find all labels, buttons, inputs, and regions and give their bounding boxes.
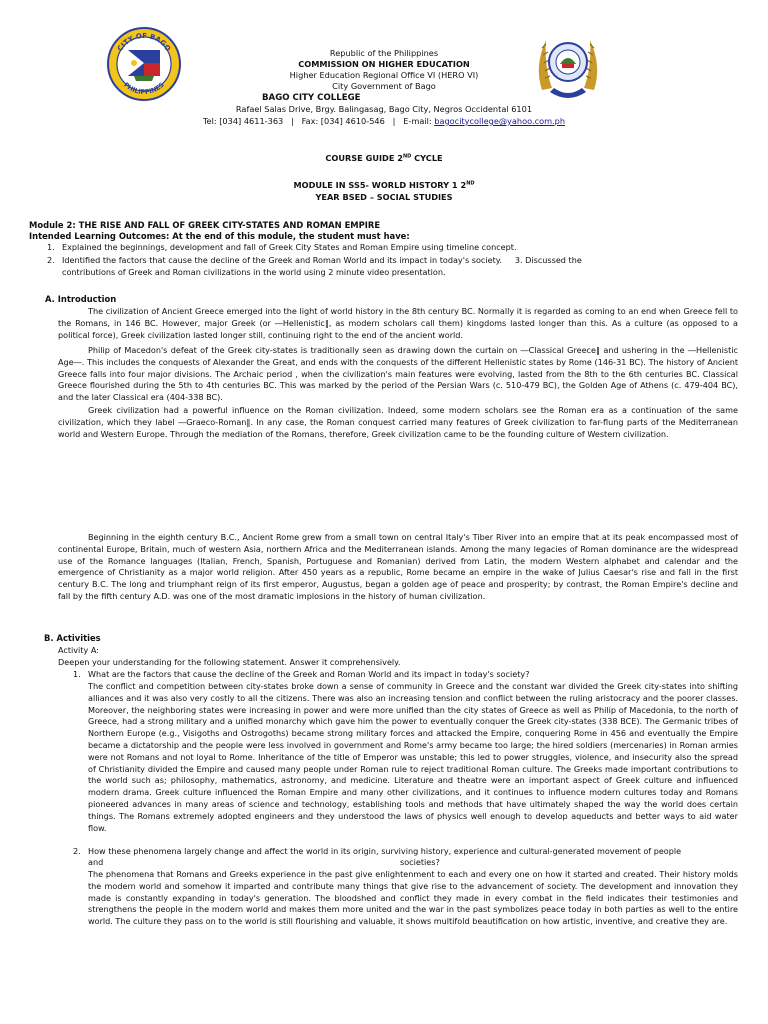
- city-government-line: City Government of Bago: [332, 81, 436, 91]
- question-2-and: and: [88, 857, 104, 867]
- republic-line: Republic of the Philippines: [329, 48, 439, 58]
- commission-line: COMMISSION ON HIGHER EDUCATION: [298, 59, 470, 69]
- question-1-text: What are the factors that cause the decline of the Greek and Roman World and its impact in today's society?: [88, 669, 530, 679]
- activity-instruction: Deepen your understanding for the following statement. Answer it comprehensively.: [58, 657, 401, 667]
- college-address: Rafael Salas Drive, Brgy. Balingasag, Bago City, Negros Occidental 6101: [235, 104, 533, 114]
- answer-2: The phenomena that Romans and Greeks experience in the past give enlightenment to each and every one on how it started and created. Their history molds the modern world and somehow it imparted and contribute many things that give rise to the advancement of society. The development and innovation they made is constantly expanding in today's generation. The bloodshed and conflict they made in every combat in the field indicates their testimonies and strengthens the people in the modern world and makes them more united and the war in the past symbolizes peace today in both parties as well to the entire world. The culture they pass on to the world is still flourishing and valuable, it shows multifold beautification on how artistic, inventive, and creative they are.: [88, 869, 738, 927]
- outcome-1-text: Explained the beginnings, development and fall of Greek City States and Roman Empire using timeline concept.: [62, 242, 517, 252]
- outcome-item-1: 1. Explained the beginnings, development and fall of Greek City States and Roman Empire using timeline concept.: [47, 242, 517, 252]
- year-title: YEAR BSED – SOCIAL STUDIES: [315, 192, 453, 202]
- outcome-2-text: Identified the factors that cause the decline of the Greek and Roman World and its impact in today's society. 3. Discussed the: [62, 255, 582, 265]
- course-guide-title: [0, 153, 768, 163]
- email-link[interactable]: bagocitycollege@yahoo.com.ph: [434, 116, 566, 126]
- module-title: [0, 180, 768, 190]
- activities-heading: B. Activities: [44, 633, 101, 643]
- intro-paragraph-4-text: Beginning in the eighth century B.C., Ancient Rome grew from a small town on central Italy's Tiber River into an empire that at its peak encompassed most of continental Europe, Britain, much of western Asia, northern Africa and the Mediterranean islands. Among the many legacies of Roman dominance are the widespread use of the Romance languages (Italian, French, Spanish, Portuguese and Romanian) derived from Latin, the modern Western alphabet and calendar and the emergence of Christianity as a major world religion. After 450 years as a republic, Rome became an empire in the wake of Julius Caesar's rise and fall in the first century B.C. The long and triumphant reign of its first emperor, Augustus, began a golden age of peace and prosperity; by contrast, the Roman Empire's decline and fall by the fifth century A.D. was one of the most dramatic implosions in the history of human civilization.: [58, 532, 738, 601]
- answer-1: The conflict and competition between city-states broke down a sense of community in Greece and the constant war divided the Greek city-states into shifting alliances and it was also very costly to all the citizens. There was also an increasing tension and conflict between the ruling aristocracy and the poorer classes. Moreover, the neighboring states were increasing in power and were more unified than the city states of Greece as well as Philip of Macedonia, to the north of Greece, had a strong military and a unified monarchy which gave him the power to eventually conquer the Greek city-states (338 BCE). The Germanic tribes of Northern Europe (e.g., Visigoths and Ostrogoths) became strong military forces and attacked the Empire, conquering Rome in 456 and eventually the Empire became a dictatorship and the people were less involved in government and Rome's army became too large; the hired soldiers (mercenaries) in Roman armies were not Romans and not loyal to Rome. Inheritance of the title of Emperor was unstable; this led to power struggles, violence, and insecurity also the spread of Christianity divided the Empire and caused many people under Roman rule to reject traditional Roman culture. The Greeks made important contributions to the world such as; philosophy, mathematics, astronomy, and medicine. Literature and theatre were an important aspect of Greek culture and influenced modern drama. Greek culture influenced the Roman Empire and many other civilizations, and it continues to influence modern cultures today and Romans pioneered advances in many areas of science and technology, establishing tools and methods that have ultimately shaped the way the world does certain things. The Romans extremely adopted engineers and they understood the laws of physics well enough to develop aqueducts and better ways to aid water flow.: [88, 681, 738, 833]
- contact-line: [0, 116, 768, 126]
- regional-office-line: Higher Education Regional Office VI (HERO VI): [289, 70, 479, 80]
- question-2: 2. How these phenomena largely change and affect the world in its origin, surviving history, experience and cultural-generated movement of people: [73, 846, 682, 856]
- course-guide-tail: CYCLE: [411, 153, 443, 163]
- intro-paragraph-4: [58, 532, 738, 603]
- intro-paragraph-1: [58, 306, 738, 341]
- seal-text-bottom: PHILIPPINES: [122, 80, 166, 97]
- intro-paragraph-3-text: Greek civilization had a powerful influence on the Roman civilization. Indeed, some modern scholars see the Roman era as a continuation of the same civilization, which they label ―Graeco-Roman‖. In any case, the Roman conquest carried many features of Greek civilization to far-flung parts of the Mediterranean world and Western Europe. Through the mediation of the Romans, therefore, Greek civilization came to be the founding culture of Western civilization.: [58, 405, 738, 439]
- question-2-societies: societies?: [400, 857, 440, 867]
- introduction-heading: A. Introduction: [45, 294, 117, 304]
- outcome-item-2: 2. Identified the factors that cause the decline of the Greek and Roman World and its impact in today's society. 3. Discussed the: [47, 255, 582, 265]
- module-title-text: MODULE IN SS5- WORLD HISTORY 1 2: [293, 180, 467, 190]
- letterhead: [0, 0, 768, 140]
- seal-text-top: CITY OF BAGO: [115, 31, 173, 53]
- module-title-sup: ND: [466, 180, 475, 187]
- intro-paragraph-2-text: Philip of Macedon's defeat of the Greek city-states is traditionally seen as drawing down the curtain on ―Classical Greece‖ and ushering in the ―Hellenistic Age―. This includes the conquests of Alexander the Great, and ends with the conquests of the different Hellenistic states by Rome (146-31 BC). The history of Ancient Greece falls into four major divisions. The Archaic period , when the civilization's main features were evolving, lasted from the 8th to the 6th centuries BC. Classical Greece flourished during the 5th to 4th centuries BC. This was marked by the period of the Persian Wars (c. 510-479 BC), the Golden Age of Athens (c. 479-404 BC), and the later Classical era (404-338 BC).: [58, 345, 738, 403]
- learning-outcomes-heading: Intended Learning Outcomes: At the end of this module, the student must have:: [29, 231, 410, 241]
- intro-paragraph-2: [58, 345, 738, 404]
- intro-paragraph-3: [58, 405, 738, 440]
- course-guide-sup: ND: [402, 153, 412, 160]
- course-guide-text: COURSE GUIDE 2: [325, 153, 403, 163]
- question-2-text: How these phenomena largely change and affect the world in its origin, surviving history, experience and cultural-generated movement of people: [88, 846, 682, 856]
- college-name: BAGO CITY COLLEGE: [262, 93, 361, 103]
- question-1: 1. What are the factors that cause the decline of the Greek and Roman World and its impact in today's society?: [73, 669, 530, 679]
- module-heading: Module 2: THE RISE AND FALL OF GREEK CITY-STATES AND ROMAN EMPIRE: [29, 220, 381, 230]
- intro-paragraph-1-text: The civilization of Ancient Greece emerged into the light of world history in the 8th century BC. Normally it is regarded as coming to an end when Greece fell to the Romans, in 146 BC. However, major Greek (or ―Hellenistic‖, as modern scholars call them) kingdoms lasted longer than this. As a culture (as opposed to a political force), Greek civilization lasted longer still, continuing right to the end of the ancient world.: [58, 306, 738, 340]
- contact-phone-fax: Tel: [034] 4611-363 | Fax: [034] 4610-546 | E-mail:: [202, 116, 435, 126]
- outcome-item-3: contributions of Greek and Roman civilizations in the world using 2 minute video presentation.: [62, 267, 446, 277]
- activity-label: Activity A:: [58, 645, 99, 655]
